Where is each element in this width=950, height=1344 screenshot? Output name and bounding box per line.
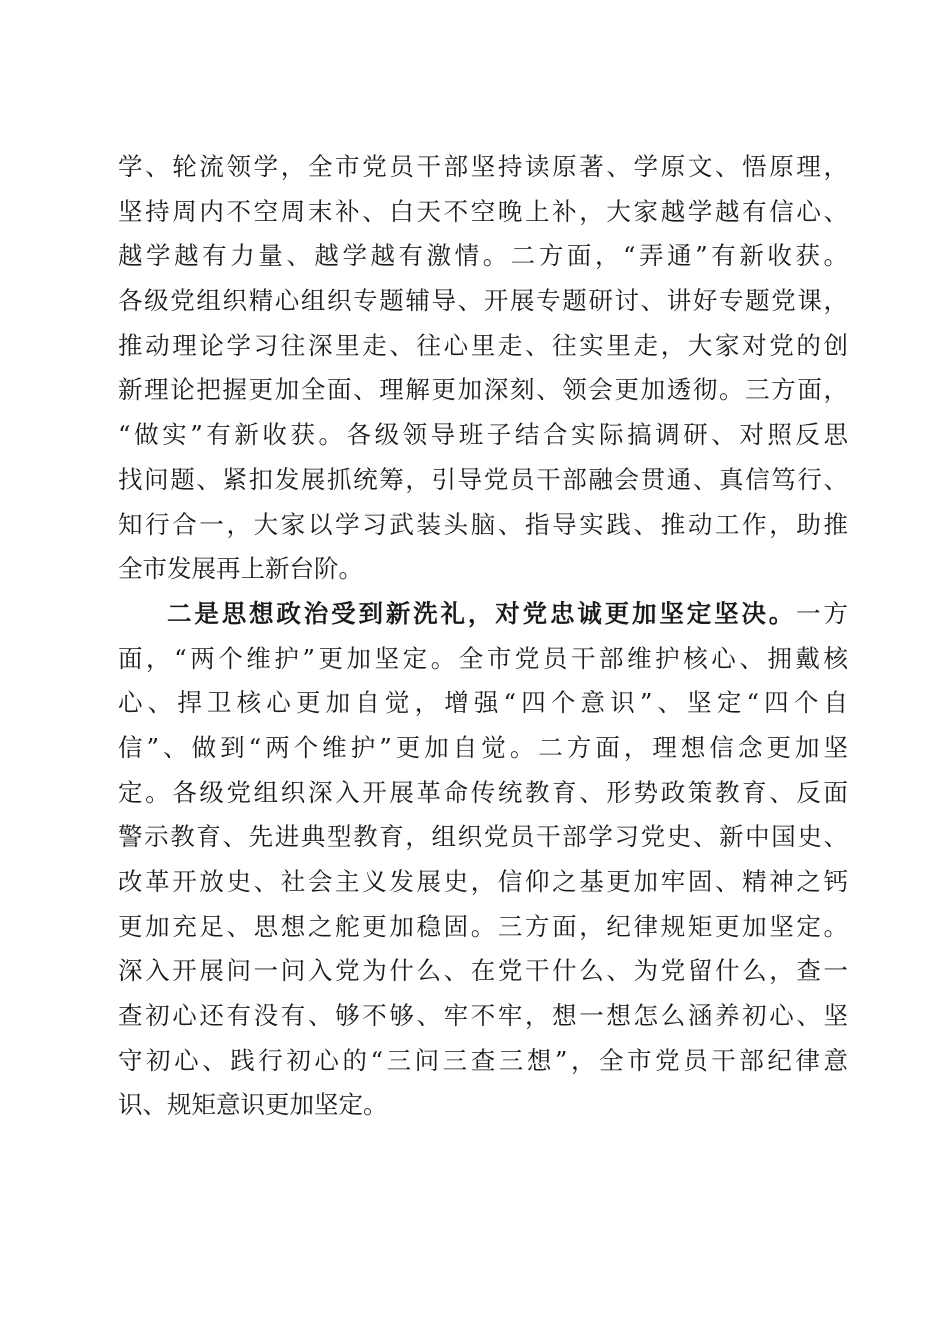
text-line: 定。各级党组织深入开展革命传统教育、形势政策教育、反面 xyxy=(118,777,848,807)
text-line: 各级党组织精心组织专题辅导、开展专题研讨、讲好专题党课， xyxy=(118,286,848,316)
text-line: 知行合一，大家以学习武装头脑、指导实践、推动工作，助推 xyxy=(118,509,848,539)
text-line: 更加充足、思想之舵更加稳固。三方面，纪律规矩更加坚定。 xyxy=(118,911,848,941)
text-line: 心、捍卫核心更加自觉，增强“四个意识”、坚定“四个自 xyxy=(118,688,848,718)
text-line: 信”、做到“两个维护”更加自觉。二方面，理想信念更加坚 xyxy=(118,732,848,762)
text-line: 警示教育、先进典型教育，组织党员干部学习党史、新中国史、 xyxy=(118,822,848,852)
text-line: 识、规矩意识更加坚定。 xyxy=(118,1090,388,1120)
text-line: 深入开展问一问入党为什么、在党干什么、为党留什么，查一 xyxy=(118,956,848,986)
text-line: 越学越有力量、越学越有激情。二方面，“弄通”有新收获。 xyxy=(118,241,848,271)
paragraph-lead-sentence: 二是思想政治受到新洗礼，对党忠诚更加坚定坚决。 xyxy=(167,598,797,628)
text-line: 学、轮流领学，全市党员干部坚持读原著、学原文、悟原理， xyxy=(118,152,848,181)
text-line: “做实”有新收获。各级领导班子结合实际搞调研、对照反思 xyxy=(118,420,848,450)
paragraph-first-line-rest: 一方 xyxy=(796,598,849,628)
text-line: 查初心还有没有、够不够、牢不牢，想一想怎么涵养初心、坚 xyxy=(118,1001,848,1031)
text-line: 新理论把握更加全面、理解更加深刻、领会更加透彻。三方面， xyxy=(118,375,848,405)
text-line: 坚持周内不空周末补、白天不空晚上补，大家越学越有信心、 xyxy=(118,196,848,226)
text-line: 推动理论学习往深里走、往心里走、往实里走，大家对党的创 xyxy=(118,330,848,360)
text-line: 找问题、紧扣发展抓统筹，引导党员干部融会贯通、真信笃行、 xyxy=(118,464,848,494)
text-line: 全市发展再上新台阶。 xyxy=(118,554,363,584)
text-line: 面，“两个维护”更加坚定。全市党员干部维护核心、拥戴核 xyxy=(118,643,848,673)
paragraph-first-line xyxy=(118,592,848,637)
text-line: 改革开放史、社会主义发展史，信仰之基更加牢固、精神之钙 xyxy=(118,867,848,896)
document-body xyxy=(118,145,848,1128)
text-line: 守初心、践行初心的“三问三查三想”，全市党员干部纪律意 xyxy=(118,1045,848,1075)
